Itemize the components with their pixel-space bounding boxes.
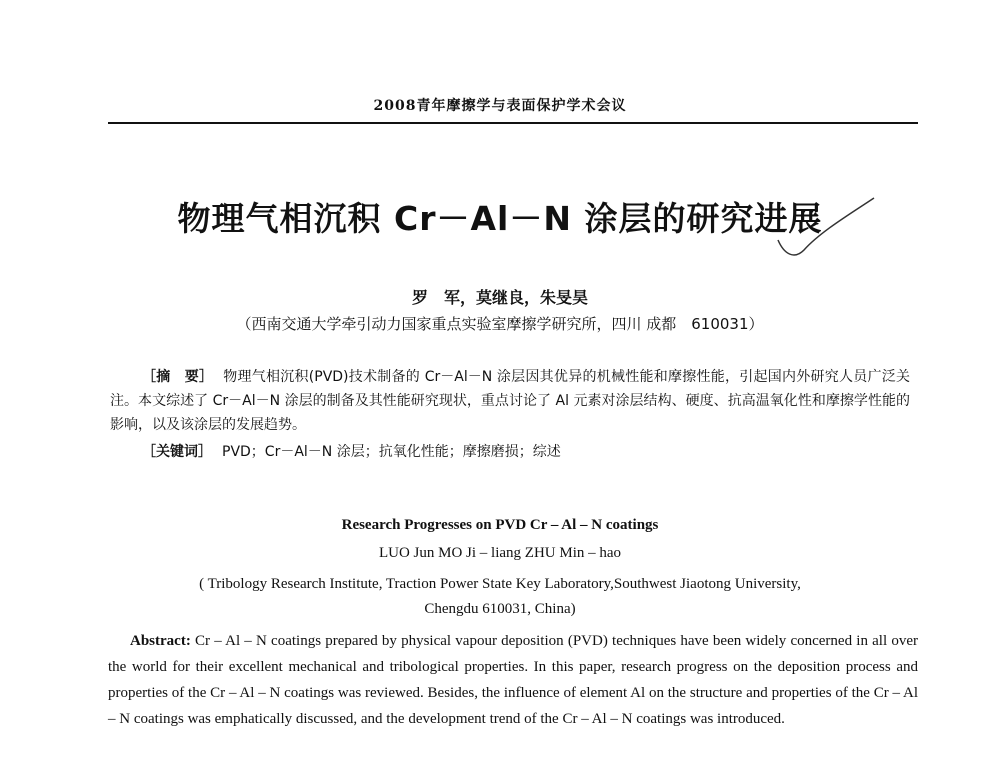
abstract-cn-text: 物理气相沉积(PVD)技术制备的 Cr－Al－N 涂层因其优异的机械性能和摩擦性能，引起国内外研究人员广泛关注。本文综述了 Cr－Al－N 涂层的制备及其性能研究现状，重点讨论了 Al 元素对涂层结构、硬度、抗高温氧化性和摩擦学性能的影响，以及该涂层的发展趋势。 [110,369,911,433]
english-authors: LUO Jun MO Ji – liang ZHU Min – hao [378,545,622,561]
running-header: 2008青年摩擦学与表面保护学术会议 [373,98,627,114]
abstract-cn-label: ［摘 要］ [142,369,214,385]
english-abstract-label: Abstract: [130,633,191,649]
handwritten-check-mark [770,192,880,272]
authors: 罗 军，莫继良，朱旻昊 [411,288,588,307]
english-affiliation-line1: ( Tribology Research Institute, Traction Power State Key Laboratory,Southwest Jiaotong University, [199,576,801,592]
paper-title: 物理气相沉积 Cr－Al－N 涂层的研究进展 [177,199,823,238]
affiliation: （西南交通大学牵引动力国家重点实验室摩擦学研究所，四川 成都 610031） [236,315,764,333]
abstract-cn [110,365,910,437]
english-abstract [108,628,918,732]
keywords-cn [142,440,902,464]
english-title: Research Progresses on PVD Cr – Al – N coatings [341,517,659,533]
english-abstract-text: Cr – Al – N coatings prepared by physical vapour deposition (PVD) techniques have been widely concerned in all over the world for their excellent mechanical and tribological properties. In this paper, research progress on the deposition process and properties of the Cr – Al – N coatings was reviewed. Besides, the influence of element Al on the structure and properties of the Cr – Al – N coatings was emphatically discussed, and the development trend of the Cr – Al – N coatings was introduced. [108,633,918,727]
keywords-cn-text: PVD；Cr－Al－N 涂层；抗氧化性能；摩擦磨损；综述 [222,444,561,460]
english-affiliation-line2: Chengdu 610031, China) [424,601,576,617]
header-rule [108,122,918,124]
keywords-cn-label: ［关键词］ [142,444,212,460]
